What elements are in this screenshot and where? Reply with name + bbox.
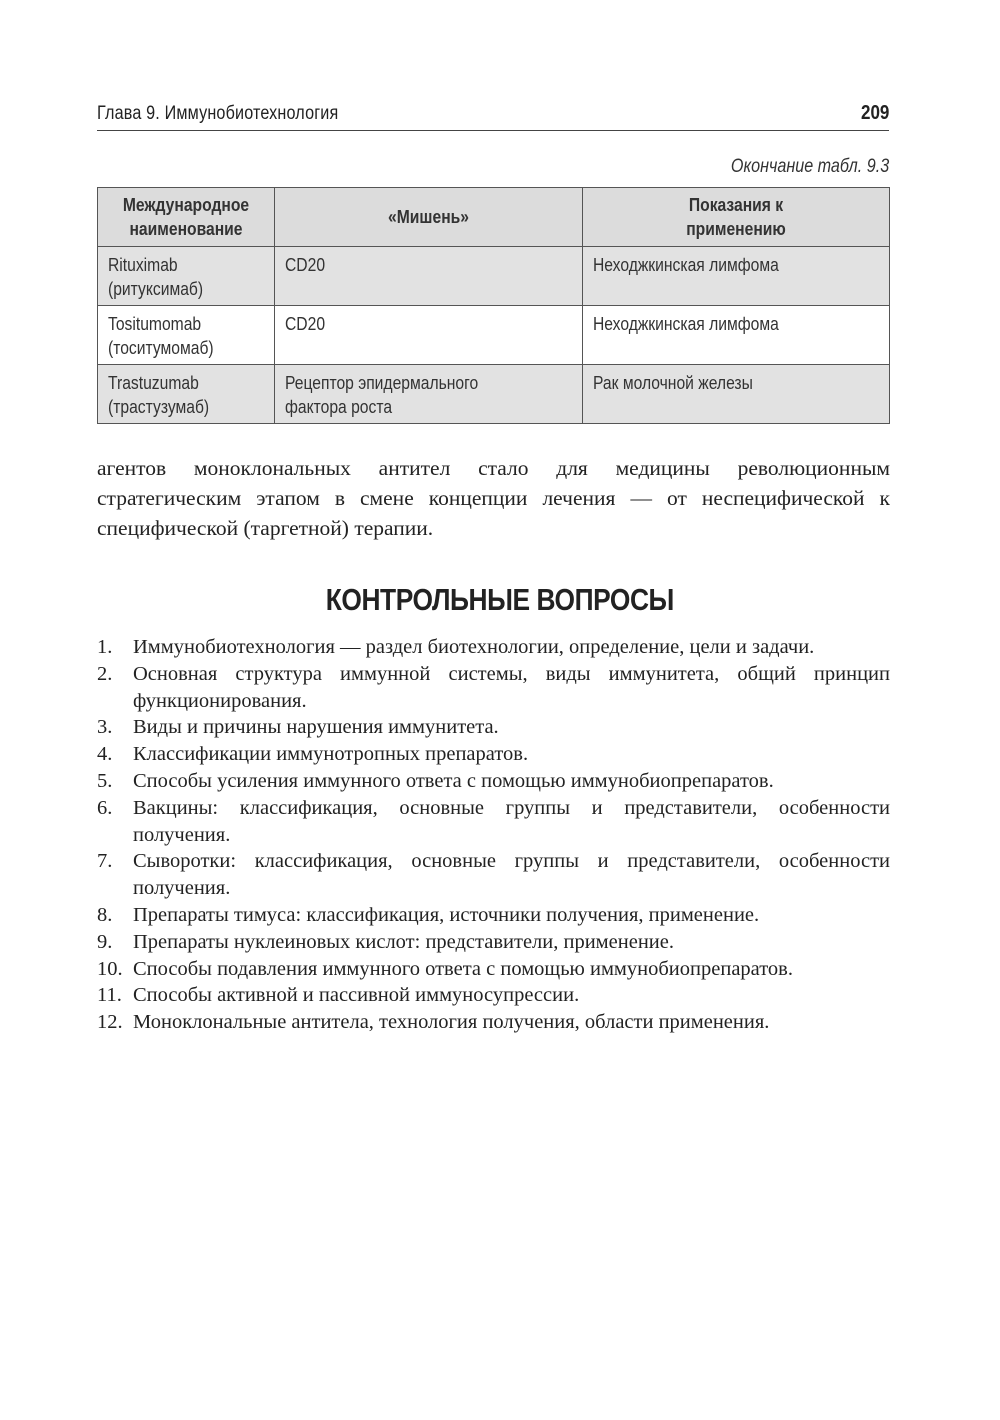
table-caption: Окончание табл. 9.3 bbox=[730, 156, 889, 177]
question-item bbox=[97, 795, 890, 849]
header-cell bbox=[98, 188, 275, 247]
question-number: 7. bbox=[97, 850, 113, 873]
question-number: 12. bbox=[97, 1011, 123, 1034]
section-title bbox=[0, 582, 1000, 618]
cell-text: Рецептор эпидермального фактора роста bbox=[284, 373, 479, 417]
cell-text: Tositumomab (тоситумомаб) bbox=[108, 314, 214, 358]
question-text: Виды и причины нарушения иммунитета. bbox=[133, 716, 499, 739]
question-number: 4. bbox=[97, 743, 113, 766]
questions-list bbox=[97, 634, 890, 1036]
question-number: 6. bbox=[97, 796, 113, 819]
question-number: 10. bbox=[97, 957, 123, 980]
header-text: Показания к применению bbox=[685, 195, 786, 239]
table-cell bbox=[98, 306, 275, 365]
cell-text: Рак молочной железы bbox=[592, 373, 753, 393]
cell-text: Неходжкинская лимфома bbox=[592, 314, 779, 334]
cell-text: CD20 bbox=[284, 314, 325, 334]
question-text: Способы подавления иммунного ответа с помощью иммунобиопрепаратов. bbox=[133, 957, 793, 980]
table-cell bbox=[274, 247, 582, 306]
cell-text: Trastuzumab (трастузумаб) bbox=[108, 373, 210, 417]
table-cell bbox=[582, 247, 889, 306]
table-cell bbox=[98, 365, 275, 424]
table-cell bbox=[274, 365, 582, 424]
question-item bbox=[97, 929, 890, 956]
question-number: 11. bbox=[97, 984, 122, 1007]
question-text: Моноклональные антитела, технология получения, области применения. bbox=[133, 1011, 770, 1034]
table-cell bbox=[582, 306, 889, 365]
question-text: Сыворотки: классификация, основные группы и представители, особенности получения. bbox=[133, 850, 890, 900]
question-number: 2. bbox=[97, 662, 113, 685]
question-text: Вакцины: классификация, основные группы и представители, особенности получения. bbox=[133, 796, 890, 846]
question-text: Иммунобиотехнология — раздел биотехнологии, определение, цели и задачи. bbox=[133, 636, 815, 658]
question-text: Основная структура иммунной системы, виды иммунитета, общий принцип функционирования. bbox=[133, 662, 890, 712]
table-cell bbox=[582, 365, 889, 424]
chapter-title: Глава 9. Иммунобиотехнология bbox=[97, 103, 339, 124]
question-text: Способы активной и пассивной иммуносупрессии. bbox=[133, 984, 580, 1007]
question-text: Способы усиления иммунного ответа с помощью иммунобиопрепаратов. bbox=[133, 769, 774, 792]
cell-text: Неходжкинская лимфома bbox=[592, 255, 779, 275]
drug-table bbox=[97, 187, 890, 424]
header-cell bbox=[582, 188, 889, 247]
header-text: Международное наименование bbox=[122, 195, 250, 239]
table-row bbox=[98, 247, 890, 306]
table-cell bbox=[98, 247, 275, 306]
question-item bbox=[97, 1009, 890, 1036]
table-row bbox=[98, 306, 890, 365]
question-number: 3. bbox=[97, 716, 113, 739]
table-cell bbox=[274, 306, 582, 365]
cell-text: CD20 bbox=[284, 255, 325, 275]
question-item bbox=[97, 982, 890, 1009]
cell-text: Rituximab (ритуксимаб) bbox=[108, 255, 204, 299]
body-paragraph: агентов моноклональных антител стало для медицины революционным стратегическим этапом в смене концепции лечения — от неспецифической к специфической (таргетной) терапии. bbox=[97, 456, 890, 540]
question-item bbox=[97, 956, 890, 983]
question-number: 8. bbox=[97, 903, 113, 926]
question-item bbox=[97, 902, 890, 929]
table-row bbox=[98, 365, 890, 424]
question-item bbox=[97, 661, 890, 715]
question-text: Классификации иммунотропных препаратов. bbox=[133, 743, 529, 766]
question-item bbox=[97, 714, 890, 741]
question-item bbox=[97, 848, 890, 902]
question-item bbox=[97, 741, 890, 768]
header-text: «Мишень» bbox=[387, 207, 469, 227]
page-number: 209 bbox=[860, 102, 889, 124]
question-item bbox=[97, 634, 890, 661]
question-item bbox=[97, 768, 890, 795]
question-number: 9. bbox=[97, 930, 113, 953]
running-header bbox=[97, 100, 889, 131]
table-header-row bbox=[98, 188, 890, 247]
question-number: 1. bbox=[97, 636, 113, 658]
question-number: 5. bbox=[97, 769, 113, 792]
header-cell bbox=[274, 188, 582, 247]
question-text: Препараты тимуса: классификация, источники получения, применение. bbox=[133, 903, 760, 926]
section-title-text: КОНТРОЛЬНЫЕ ВОПРОСЫ bbox=[325, 582, 675, 617]
question-text: Препараты нуклеиновых кислот: представители, применение. bbox=[133, 930, 674, 953]
